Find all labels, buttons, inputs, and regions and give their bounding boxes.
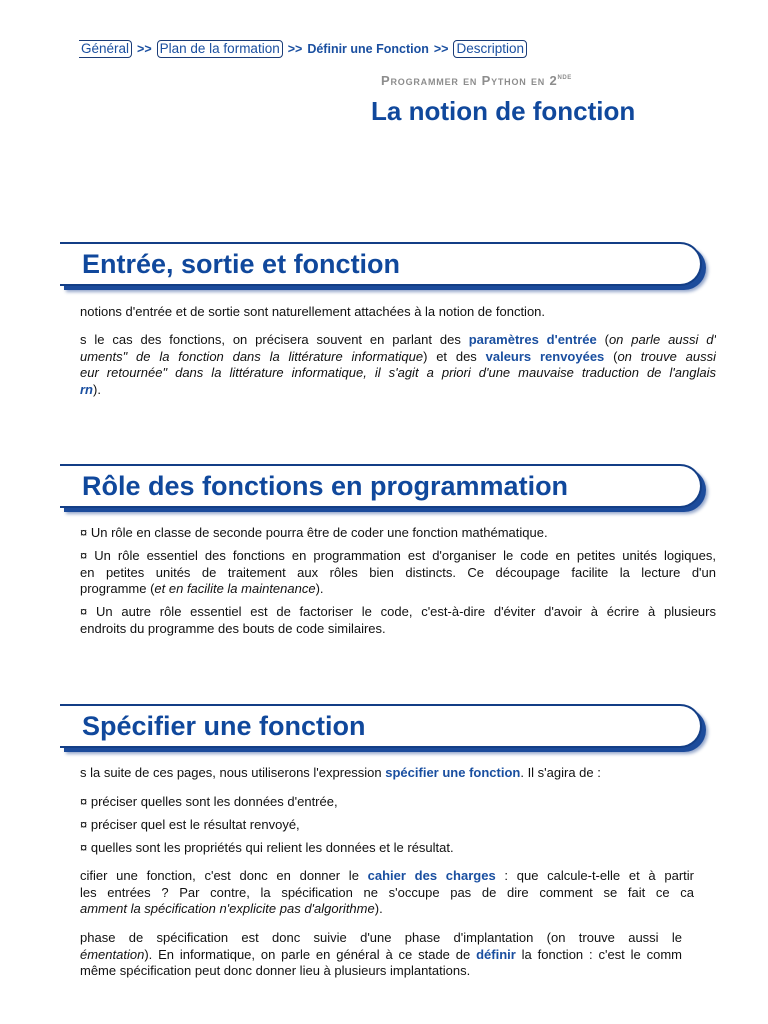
bullet-item: ¤ Un rôle en classe de seconde pourra être de coder une fonction mathématique. [80, 525, 548, 540]
section-heading-specifier [60, 704, 708, 748]
page-title: La notion de fonction [371, 96, 636, 126]
breadcrumb-link-description[interactable]: Description [453, 40, 527, 58]
bullet-item: ¤ quelles sont les propriétés qui relient les données et le résultat. [80, 840, 454, 855]
heading-banner [60, 242, 702, 286]
section-heading-entree-sortie [60, 242, 708, 286]
breadcrumb-link-plan[interactable]: Plan de la formation [157, 40, 283, 58]
text-line: rn). [80, 381, 101, 397]
keyword-link[interactable]: paramètres d'entrée [468, 332, 597, 347]
keyword-link[interactable]: rn [80, 381, 93, 397]
keyword-link[interactable]: spécifier une fonction [385, 765, 521, 780]
course-subtitle: Programmer en Python en 2nde [381, 71, 572, 88]
paragraph: notions d'entrée et de sortie sont naturellement attachées à la notion de fonction. [80, 304, 546, 319]
bullet-item: ¤ préciser quel est le résultat renvoyé, [80, 817, 300, 832]
section-title: Entrée, sortie et fonction [82, 249, 401, 279]
paragraph: cifier une fonction, c'est donc en donner le cahier des charges : que calcule-t-elle et à partir les entrées ? Par contre, la spécification ne s'occupe pas de dire comment se fait ce ca amment la spécification n'explicite pas d'algorithme). [80, 868, 694, 916]
text-line: uments" de la fonction dans la littérature informatique) et des valeurs renvoyées (on trouve aussi [80, 348, 716, 364]
breadcrumb-separator: >> [433, 42, 449, 56]
paragraph: s la suite de ces pages, nous utiliserons l'expression spécifier une fonction. Il s'agira de : [80, 765, 601, 780]
text-line: eur retournée" dans la littérature informatique, il s'agit a priori d'une mauvaise traduction de l'anglais [80, 365, 716, 380]
breadcrumb-separator: >> [287, 42, 303, 56]
keyword-link[interactable]: cahier des charges [367, 868, 496, 883]
bullet-item: ¤ Un autre rôle essentiel est de factoriser le code, c'est-à-dire d'éviter d'avoir à écrire à plusieurs endroits du programme des bouts de code similaires. [80, 604, 716, 636]
section-title: Spécifier une fonction [82, 711, 366, 741]
section-title: Rôle des fonctions en programmation [82, 471, 569, 501]
keyword-link[interactable]: définir [476, 946, 516, 962]
text-line: s le cas des fonctions, on précisera souvent en parlant des paramètres d'entrée (on parle aussi d' [80, 332, 716, 347]
course-superscript: nde [557, 71, 572, 81]
paragraph [80, 332, 716, 398]
section-heading-role-fonctions [60, 464, 708, 508]
breadcrumb-current: Définir une Fonction [307, 42, 429, 56]
breadcrumb-link-general[interactable]: Général [79, 40, 132, 58]
breadcrumb-separator: >> [137, 42, 152, 56]
heading-banner [60, 704, 702, 748]
bullet-item: ¤ Un rôle essentiel des fonctions en programmation est d'organiser le code en petites unités logiques, en petites unités de traitement aux rôles bien distincts. Ce découpage facilite la lecture d'un programme (et en facilite la maintenance). [80, 548, 716, 596]
heading-banner [60, 464, 702, 508]
breadcrumb [79, 40, 527, 58]
bullet-item: ¤ préciser quelles sont les données d'entrée, [80, 794, 338, 809]
keyword-link[interactable]: valeurs renvoyées [485, 348, 605, 364]
paragraph: phase de spécification est donc suivie d'une phase d'implantation (on trouve aussi le émentation). En informatique, on parle en général à ce stade de définir la fonction : c'est le comm même spécification peut donc donner lieu à plusieurs implantations. [80, 930, 682, 978]
